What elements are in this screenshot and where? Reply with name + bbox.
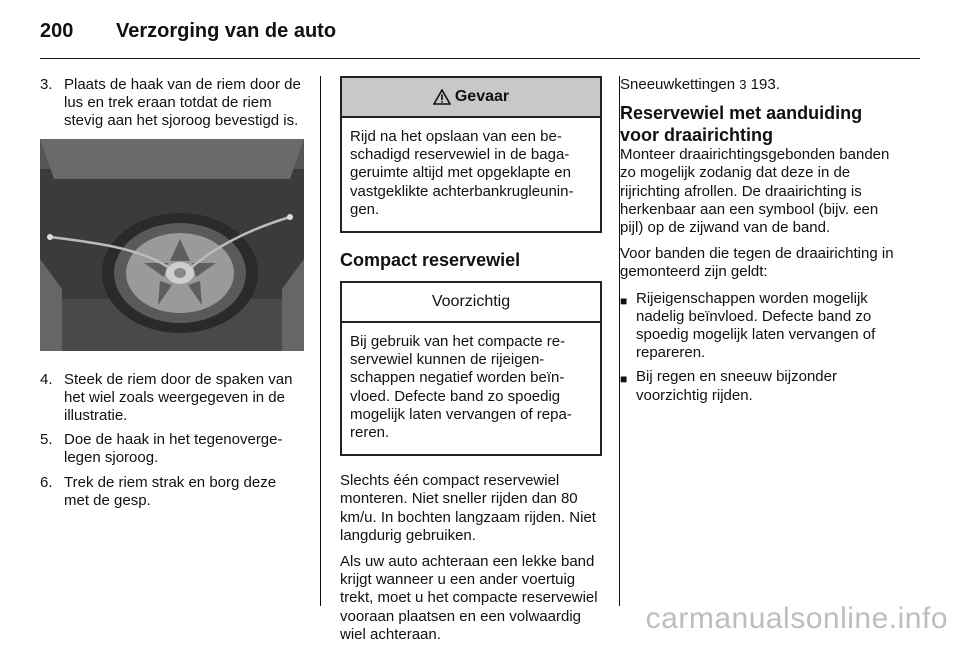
caution-box bbox=[340, 281, 602, 456]
danger-box-title: Gevaar bbox=[454, 87, 510, 105]
caution-box-text: Bij gebruik van het compacte reservewiel kunnen de rijeigenschappen negatief worden beïnvloed. Defecte band zo spoedig mogelijk laten vervangen of repareren. bbox=[350, 333, 572, 442]
page-header bbox=[40, 16, 336, 46]
cross-reference[interactable] bbox=[620, 76, 903, 94]
step-text: Plaats de haak van de riem door de lus en trek eraan totdat de riem stevig aan het sjoroog bevestigd is. bbox=[64, 76, 301, 130]
danger-box bbox=[340, 76, 602, 233]
section-heading-compact-spare: Compact reservewiel bbox=[340, 250, 521, 271]
list-item bbox=[40, 474, 304, 510]
step-number: 6. bbox=[40, 473, 53, 491]
bullet-list bbox=[620, 290, 903, 405]
column-left bbox=[40, 76, 304, 516]
list-item bbox=[40, 76, 304, 131]
page-number: 200 bbox=[40, 19, 74, 42]
step-text: Steek de riem door de spaken van het wiel zoals weergegeven in de illustratie. bbox=[64, 370, 293, 425]
xref-text: Sneeuwkettingen bbox=[620, 76, 736, 93]
paragraph: Als uw auto achteraan een lekke band krijgt wanneer u een ander voertuig trekt, moet u het compacte reservewiel vooraan plaatsen en een volwaardig wiel achteraan. bbox=[340, 553, 598, 643]
step-text: Trek de riem strak en borg deze met de gesp. bbox=[64, 473, 277, 509]
caution-box-title: Voorzichtig bbox=[431, 292, 511, 310]
warning-triangle-icon bbox=[433, 89, 451, 105]
step-text: Doe de haak in het tegenovergelegen sjoroog. bbox=[64, 431, 283, 467]
xref-page: 193. bbox=[750, 76, 780, 93]
danger-box-header bbox=[342, 78, 600, 118]
step-number: 4. bbox=[40, 370, 53, 388]
steps-list-top bbox=[40, 76, 304, 131]
paragraph: Voor banden die tegen de draairichting in gemonteerd zijn geldt: bbox=[620, 245, 894, 281]
steps-list-bottom bbox=[40, 371, 304, 510]
header-divider bbox=[40, 58, 920, 59]
watermark: carmanualsonline.info bbox=[645, 602, 948, 635]
list-item bbox=[40, 371, 304, 426]
bullet-text: Rijeigenschappen worden mogelijk nadelig beïnvloed. Defecte band zo spoedig mogelijk laten vervangen of repareren. bbox=[636, 289, 876, 362]
danger-box-text: Rijd na het opslaan van een beschadigd reservewiel in de bagageruimte altijd met opgeklapte en vastgeklikte achterbankrugleuningen. bbox=[350, 128, 574, 218]
paragraph: Monteer draairichtingsgebonden banden zo mogelijk zodanig dat deze in de rijrichting afrollen. De draairichting is herkenbaar aan een symbool (bijv. een pijl) op de zijwand van de band. bbox=[620, 146, 890, 237]
paragraph: Slechts één compact reservewiel monteren. Niet sneller rijden dan 80 km/u. In bochten langzaam rijden. Niet langdurig gebruiken. bbox=[340, 472, 596, 544]
bullet-square-icon: ■ bbox=[620, 372, 628, 387]
xref-arrow-icon: 3 bbox=[739, 77, 747, 92]
caution-box-header bbox=[342, 283, 600, 323]
list-item bbox=[40, 431, 304, 467]
page-title: Verzorging van de auto bbox=[116, 19, 337, 42]
section-heading-directional-spare: Reservewiel met aanduiding voor draairichting bbox=[620, 103, 863, 146]
step-number: 5. bbox=[40, 431, 53, 449]
column-middle bbox=[340, 76, 602, 652]
bullet-square-icon: ■ bbox=[620, 293, 628, 308]
column-right bbox=[620, 76, 903, 411]
list-item bbox=[620, 368, 903, 404]
bullet-text: Bij regen en sneeuw bijzonder voorzichtig rijden. bbox=[636, 368, 837, 404]
spare-wheel-photo bbox=[40, 139, 304, 351]
column-divider-1 bbox=[320, 76, 321, 606]
list-item bbox=[620, 290, 903, 363]
step-number: 3. bbox=[40, 76, 53, 93]
